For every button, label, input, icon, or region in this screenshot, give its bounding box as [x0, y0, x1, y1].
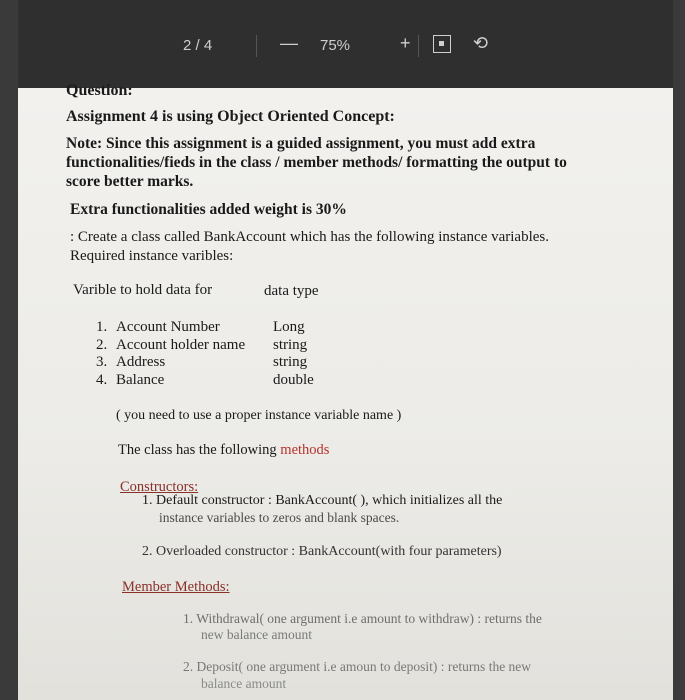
document-page: [18, 82, 673, 700]
list-item: 1. Account Number Long: [96, 319, 305, 335]
list-item: 4. Balance double: [96, 372, 314, 388]
constructors-heading: Constructors:: [120, 479, 199, 495]
create-class-text: : Create a class called BankAccount which has the following instance variables. Required instance varibles:: [70, 229, 550, 264]
assignment-heading: Assignment 4 is using Object Oriented Concept:: [66, 108, 395, 125]
page-indicator[interactable]: 2 / 4: [183, 37, 213, 54]
proper-name-note: ( you need to use a proper instance variable name ): [116, 408, 402, 423]
list-item: 2. Account holder name string: [96, 337, 308, 353]
methods-intro: The class has the following methods: [118, 442, 330, 458]
fit-page-icon[interactable]: [433, 35, 451, 53]
question-label: Question:: [66, 82, 133, 99]
toolbar-divider: [418, 35, 419, 57]
constructor-1-cont: instance variables to zeros and blank spaces.: [159, 510, 400, 525]
method-withdrawal-cont: new balance amount: [201, 627, 312, 642]
method-deposit-cont: balance amount: [201, 676, 287, 691]
method-deposit: 2. Deposit( one argument i.e amoun to deposit) : returns the new: [183, 659, 532, 674]
extra-weight: Extra functionalities added weight is 30%: [70, 201, 347, 218]
zoom-in-button[interactable]: +: [400, 33, 411, 53]
zoom-out-button[interactable]: —: [280, 33, 298, 53]
toolbar-divider: [256, 35, 257, 57]
rotate-icon[interactable]: ⟲: [473, 33, 489, 53]
right-frame: [673, 0, 685, 700]
table-header-type: data type: [264, 283, 319, 299]
note-paragraph: Note: Since this assignment is a guided assignment, you must add extra functionalities/fieds in the class / member methods/ formatting the output to score better marks.: [66, 135, 567, 190]
list-item: 3. Address string: [96, 354, 308, 370]
zoom-level[interactable]: 75%: [320, 37, 351, 54]
left-frame: [0, 0, 18, 700]
method-withdrawal: 1. Withdrawal( one argument i.e amount to withdraw) : returns the: [183, 611, 542, 626]
constructor-2: 2. Overloaded constructor : BankAccount(with four parameters): [142, 544, 502, 559]
pdf-toolbar: [18, 0, 673, 88]
constructor-1: 1. Default constructor : BankAccount( ), which initializes all the: [142, 493, 503, 508]
table-header-variable: Varible to hold data for: [73, 282, 213, 298]
member-methods-heading: Member Methods:: [122, 579, 230, 595]
